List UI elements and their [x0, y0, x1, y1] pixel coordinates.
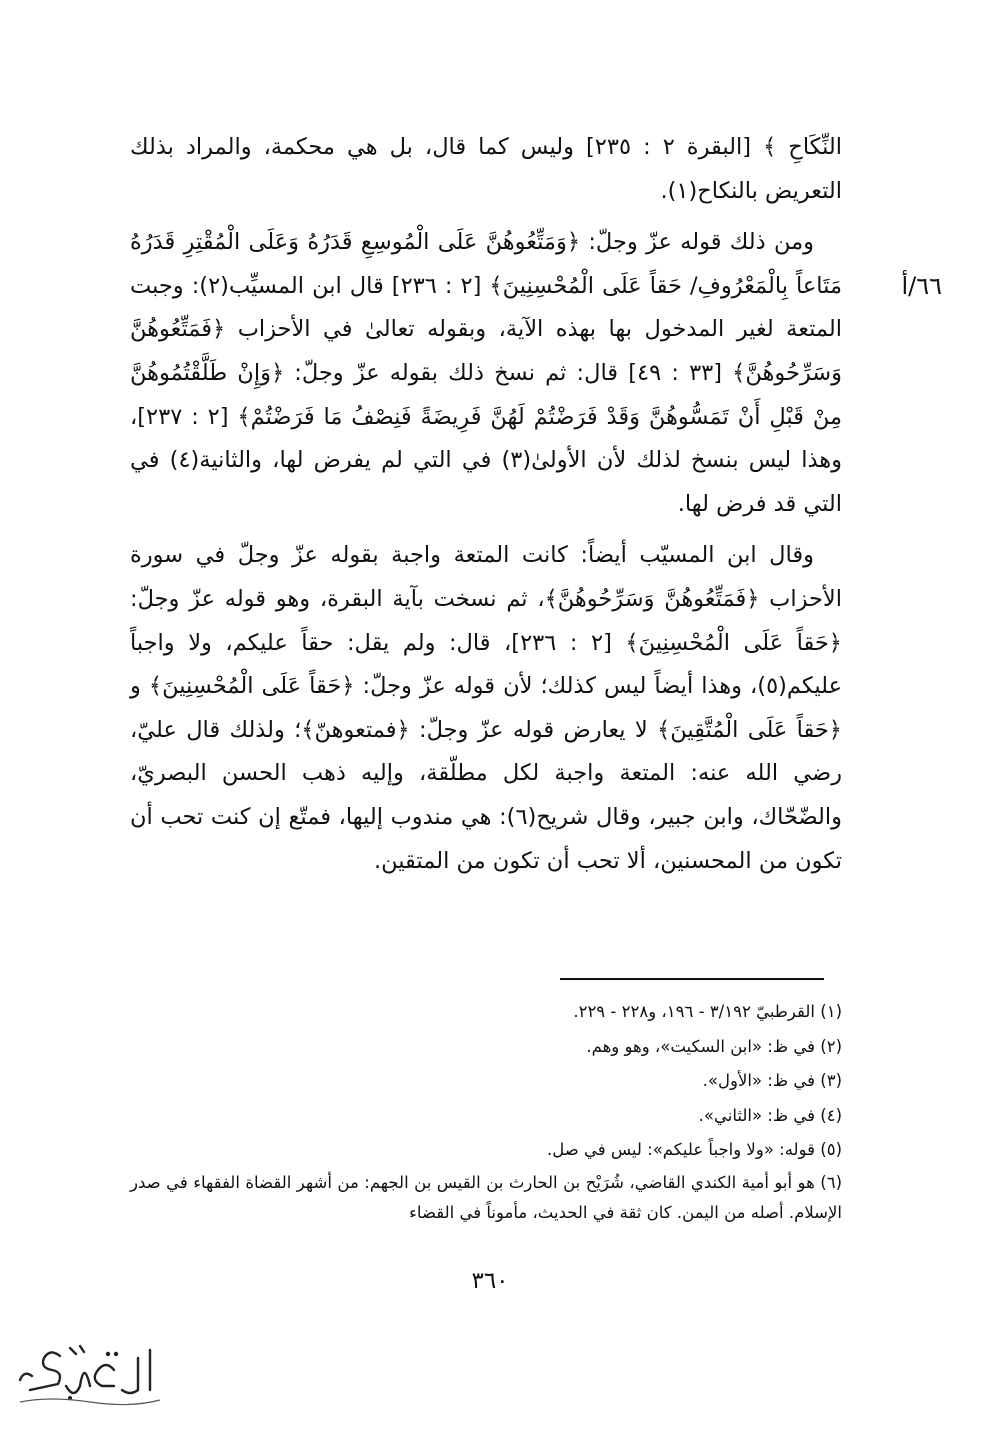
paragraph-1: النِّكَاحِ ﴾ [البقرة ٢ : ٢٣٥] وليس كما قال، بل هي محكمة، والمراد بذلك التعريض بالنكاح(١). — [130, 134, 842, 204]
footnote-1: (١) القرطبيّ ٣/١٩٢ - ١٩٦، و٢٢٨ - ٢٢٩. — [573, 1002, 842, 1021]
calligraphy-stamp-logo — [10, 1340, 162, 1412]
footnote-6: (٦) هو أبو أمية الكندي القاضي، شُرَيْح بن الحارث بن القيس بن الجهم: من أشهر القضاة الفقهاء في صدر الإسلام. أصله من اليمن. كان ثقة في الحديث، مأموناً في القضاء — [130, 1172, 842, 1222]
footnote-divider — [560, 978, 824, 980]
footnote-3: (٣) في ظ: «الأول». — [702, 1071, 842, 1090]
page-number: ٣٦٠ — [471, 1268, 509, 1294]
footnote-2: (٢) في ظ: «ابن السكيت»، وهو وهم. — [586, 1036, 842, 1056]
footnote-5: (٥) قوله: «ولا واجباً عليكم»: ليس في صل. — [546, 1140, 842, 1159]
main-text-block — [130, 126, 842, 891]
manuscript-folio-marker: ٦٦/أ — [901, 272, 942, 300]
footnotes — [130, 995, 842, 1228]
footnote-4: (٤) في ظ: «الثاني». — [698, 1105, 842, 1125]
paragraph-3: وقال ابن المسيّب أيضاً: كانت المتعة واجبة بقوله عزّ وجلّ في سورة الأحزاب ﴿فَمَتِّعُوهُنَّ وَسَرِّحُوهُنَّ﴾، ثم نسخت بآية البقرة، وهو قوله عزّ وجلّ: ﴿حَقاً عَلَى الْمُحْسِنِينَ﴾ [٢ : ٢٣٦]، قال: ولم يقل: حقاً عليكم، ولا واجباً عليكم(٥)، وهذا أيضاً ليس كذلك؛ لأن قوله عزّ وجلّ: ﴿حَقاً عَلَى الْمُحْسِنِينَ﴾ و ﴿حَقاً عَلَى الْمُتَّقِينَ﴾ لا يعارض قوله عزّ وجلّ: ﴿فمتعوهنّ﴾؛ ولذلك قال عليّ، رضي الله عنه: المتعة واجبة لكل مطلّقة، وإليه ذهب الحسن البصريّ، والضّحّاك، وابن جبير، وقال شريح(٦): هي مندوب إليها، فمتّع إن كنت تحب أن تكون من المحسنين، ألا تحب أن تكون من المتقين. — [130, 542, 842, 874]
paragraph-2: ومن ذلك قوله عزّ وجلّ: ﴿وَمَتِّعُوهُنَّ عَلَى الْمُوسِعِ قَدَرُهُ وَعَلَى الْمُقْتِرِ قَدَرُهُ مَتَاعاً بِالْمَعْرُوفِ/ حَقاً عَلَى الْمُحْسِنِينَ﴾ [٢ : ٢٣٦] قال ابن المسيِّب(٢): وجبت المتعة لغير المدخول بها بهذه الآية، وبقوله تعالىٰ في الأحزاب ﴿فَمَتِّعُوهُنَّ وَسَرِّحُوهُنَّ﴾ [٣٣ : ٤٩] قال: ثم نسخ ذلك بقوله عزّ وجلّ: ﴿وَإِنْ طَلَّقْتُمُوهُنَّ مِنْ قَبْلِ أَنْ تَمَسُّوهُنَّ وَقَدْ فَرَضْتُمْ لَهُنَّ فَرِيضَةً فَنِصْفُ مَا فَرَضْتُمْ﴾ [٢ : ٢٣٧]، وهذا ليس بنسخ لذلك لأن الأولىٰ(٣) في التي لم يفرض لها، والثانية(٤) في التي قد فرض لها. — [130, 229, 843, 517]
